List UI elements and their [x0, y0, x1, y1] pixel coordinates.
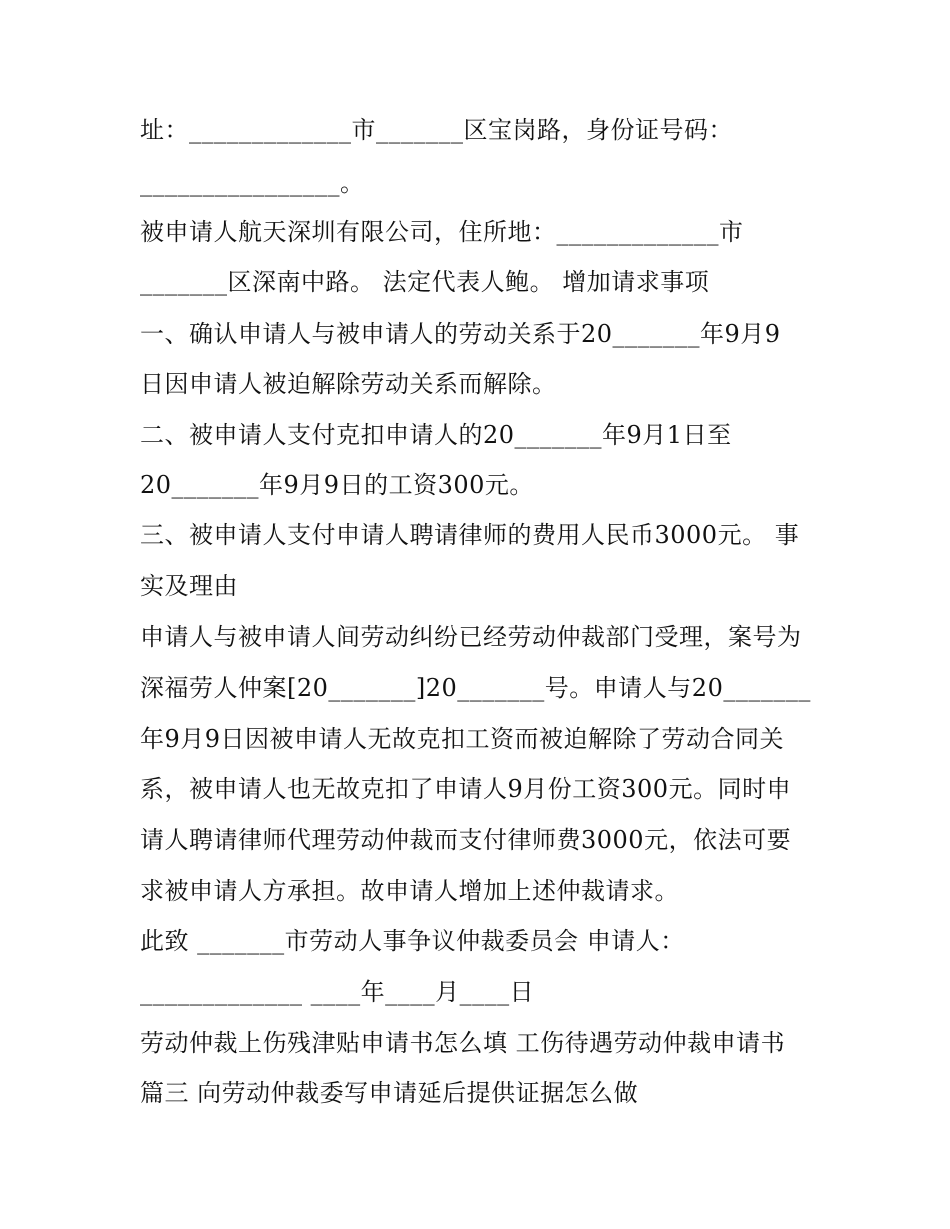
text-line: 址：_____________市_______区宝岗路，身份证号码：	[140, 116, 733, 144]
text-line: 实及理由	[140, 572, 238, 600]
text-line: 求被申请人方承担。故申请人增加上述仲裁请求。	[140, 877, 679, 905]
text-line: 二、被申请人支付克扣申请人的20_______年9月1日至	[140, 421, 732, 449]
text-line: 日因申请人被迫解除劳动关系而解除。	[140, 370, 557, 398]
text-line: 三、被申请人支付申请人聘请律师的费用人民币3000元。 事	[140, 521, 800, 549]
text-line: 20_______年9月9日的工资300元。	[140, 471, 534, 499]
text-line: 一、确认申请人与被申请人的劳动关系于20_______年9月9	[140, 320, 781, 348]
text-line: _____________ ____年____月____日	[140, 978, 535, 1006]
text-line: 年9月9日因被申请人无故克扣工资而被迫解除了劳动合同关	[140, 725, 785, 753]
text-line: _______区深南中路。 法定代表人鲍。 增加请求事项	[140, 268, 710, 296]
text-line: 请人聘请律师代理劳动仲裁而支付律师费3000元，依法可要	[140, 826, 792, 854]
text-line: 深福劳人仲案[20_______]20_______号。申请人与20_______	[140, 674, 811, 702]
text-line: 被申请人航天深圳有限公司，住所地：_____________市	[140, 218, 744, 246]
text-line: 劳动仲裁上伤残津贴申请书怎么填 工伤待遇劳动仲裁申请书	[140, 1029, 786, 1057]
text-line: 系，被申请人也无故克扣了申请人9月份工资300元。同时申	[140, 775, 792, 803]
text-line: 申请人与被申请人间劳动纠纷已经劳动仲裁部门受理，案号为	[140, 623, 802, 651]
text-line: 此致 _______市劳动人事争议仲裁委员会 申请人：	[140, 927, 685, 955]
text-line: 篇三 向劳动仲裁委写申请延后提供证据怎么做	[140, 1079, 639, 1107]
text-line: ________________。	[140, 169, 365, 197]
